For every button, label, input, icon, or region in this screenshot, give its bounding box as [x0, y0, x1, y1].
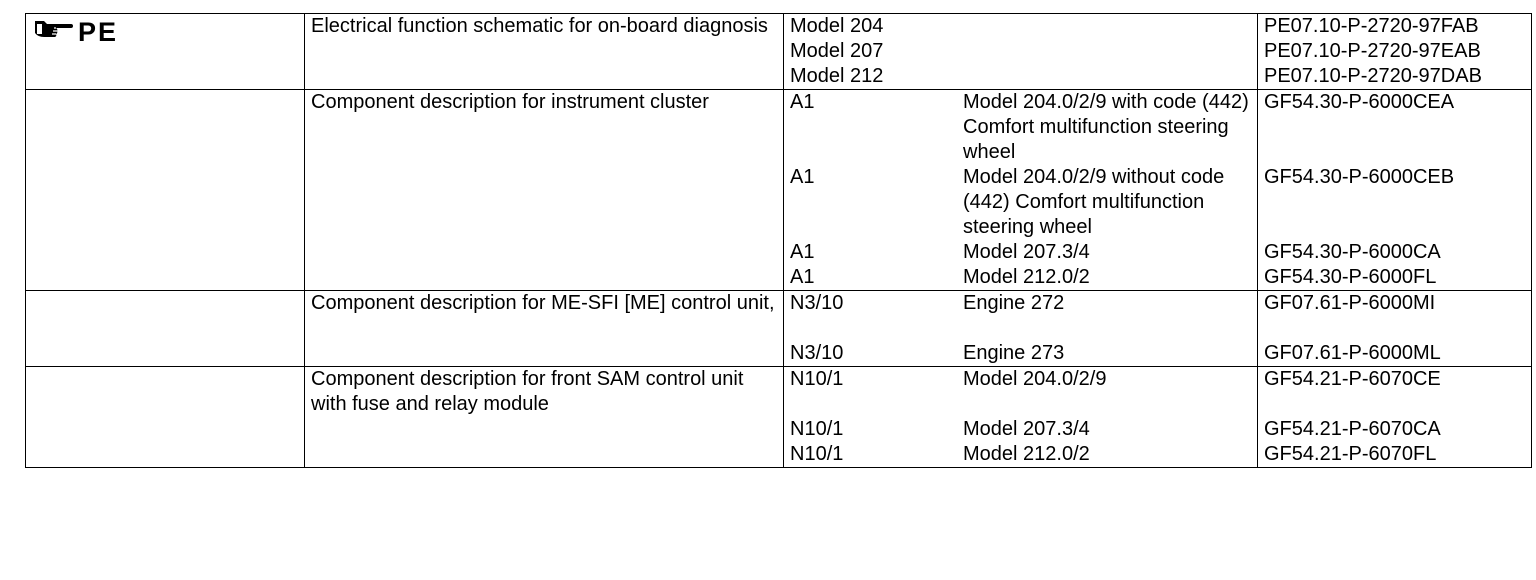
condition-cell: Model 212.0/2 — [963, 443, 1090, 465]
description-cell: Component description for ME-SFI [ME] control unit, — [305, 291, 784, 342]
description-cell-empty — [305, 417, 784, 468]
component-cell: N3/10 — [784, 291, 962, 317]
table-row — [26, 90, 1532, 166]
component-cell: Model 204 — [784, 14, 962, 40]
component-cell: N10/1 — [784, 442, 962, 468]
reference-cell[interactable]: GF54.30-P-6000FL — [1258, 265, 1532, 291]
condition-cell: Model 204.0/2/9 — [963, 368, 1107, 390]
reference-cell[interactable]: PE07.10-P-2720-97FAB — [1258, 14, 1532, 40]
condition-cell — [961, 64, 1258, 90]
reference-cell[interactable]: GF07.61-P-6000ML — [1258, 341, 1532, 367]
description-cell: Electrical function schematic for on-board diagnosis — [305, 14, 784, 65]
description-cell-empty — [305, 64, 784, 90]
marker-cell-empty — [26, 291, 305, 367]
reference-table — [25, 13, 1532, 468]
component-cell: A1 — [784, 240, 962, 265]
pointing-hand-icon — [34, 18, 74, 47]
reference-cell[interactable]: GF54.30-P-6000CEA — [1258, 90, 1532, 166]
condition-cell: Engine 273 — [963, 342, 1065, 364]
condition-cell — [961, 14, 1258, 40]
reference-cell[interactable]: GF54.21-P-6070CE — [1258, 367, 1532, 393]
component-cell: A1 — [784, 90, 962, 166]
reference-cell[interactable]: GF54.30-P-6000CA — [1258, 240, 1532, 265]
condition-cell: Model 204.0/2/9 with code (442) Comfort multifunction steering wheel — [963, 91, 1249, 163]
component-cell: N10/1 — [784, 417, 962, 442]
marker-cell — [26, 14, 305, 90]
component-cell: Model 207 — [784, 39, 962, 64]
condition-cell — [961, 39, 1258, 64]
table-row — [26, 14, 1532, 40]
condition-cell: Model 204.0/2/9 without code (442) Comfort multifunction steering wheel — [963, 166, 1225, 238]
component-cell: N10/1 — [784, 367, 962, 393]
marker-cell-empty — [26, 367, 305, 468]
condition-cell: Model 207.3/4 — [963, 241, 1090, 263]
condition-cell: Engine 272 — [963, 292, 1065, 314]
reference-cell[interactable]: GF54.30-P-6000CEB — [1258, 165, 1532, 240]
table-row — [26, 367, 1532, 393]
pe-label: PE — [78, 17, 119, 47]
reference-cell[interactable]: GF54.21-P-6070CA — [1258, 417, 1532, 442]
component-cell: A1 — [784, 165, 962, 240]
description-cell-empty — [305, 341, 784, 367]
condition-cell: Model 212.0/2 — [963, 266, 1090, 288]
table-row — [26, 291, 1532, 317]
reference-cell[interactable]: GF07.61-P-6000MI — [1258, 291, 1532, 317]
marker-cell-empty — [26, 90, 305, 291]
reference-cell[interactable]: GF54.21-P-6070FL — [1258, 442, 1532, 468]
reference-cell[interactable]: PE07.10-P-2720-97EAB — [1258, 39, 1532, 64]
description-cell: Component description for front SAM control unit with fuse and relay module — [305, 367, 784, 418]
component-cell: Model 212 — [784, 64, 962, 90]
description-cell: Component description for instrument cluster — [305, 90, 784, 291]
condition-cell: Model 207.3/4 — [963, 418, 1090, 440]
reference-cell[interactable]: PE07.10-P-2720-97DAB — [1258, 64, 1532, 90]
component-cell: A1 — [784, 265, 962, 291]
component-cell: N3/10 — [784, 341, 962, 367]
